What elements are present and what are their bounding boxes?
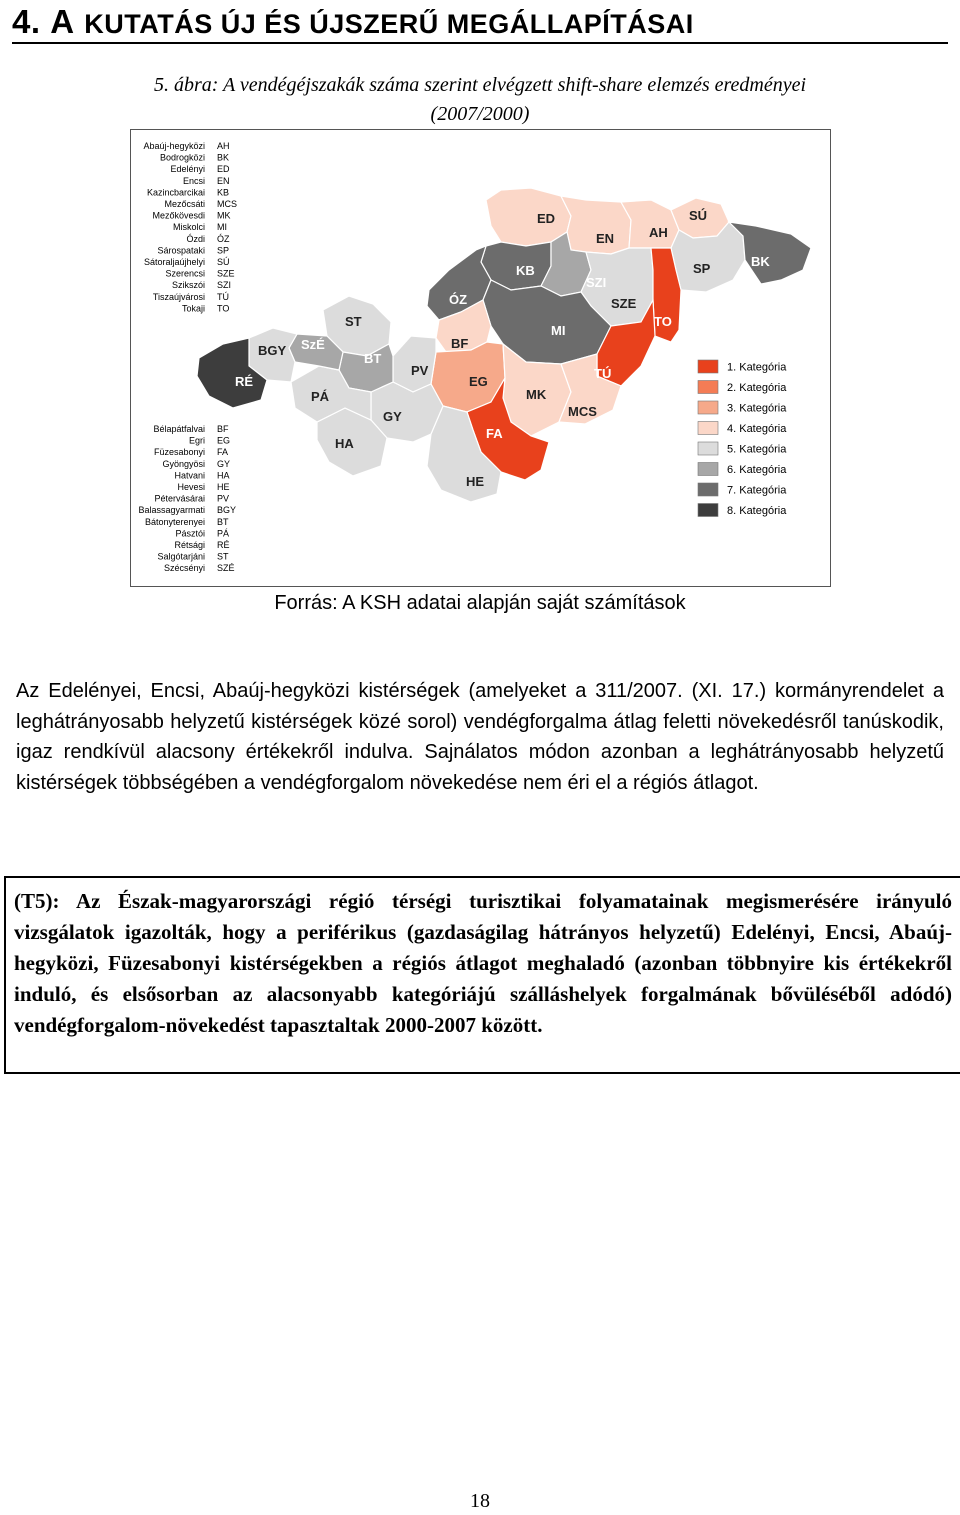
district-regions [197, 188, 811, 502]
legend-district-code: ST [217, 551, 229, 562]
legend-district-code: TO [217, 303, 230, 314]
region-label: GY [383, 409, 402, 424]
legend-district-name: Ózdi [186, 233, 205, 244]
legend-district-name: Mezőcsáti [164, 199, 205, 209]
category-label: 5. Kategória [727, 443, 787, 456]
region-label: AH [649, 225, 668, 240]
figure-caption-years: (2007/2000) [430, 103, 530, 125]
category-swatch [698, 483, 718, 496]
legend-district-name: Bodrogközi [159, 152, 205, 163]
page-number: 18 [470, 1490, 490, 1512]
legend-district-code: AH [217, 141, 230, 151]
legend-district-code: RÉ [217, 540, 230, 550]
legend-district-name: Tiszaújvárosi [152, 291, 205, 302]
region-label: SZE [611, 296, 637, 311]
region-label: SzÉ [301, 337, 325, 352]
legend-district-code: FA [217, 447, 229, 458]
legend-district-name: Gyöngyösi [162, 458, 205, 469]
region-label: FA [486, 426, 503, 441]
legend-district-code: SP [217, 245, 230, 256]
legend-district-name: Hevesi [177, 482, 205, 492]
region-label: HE [466, 474, 485, 489]
category-swatch [698, 422, 718, 435]
region-label: PÁ [311, 389, 330, 404]
legend-district-code: HA [217, 470, 230, 481]
region-label: TO [654, 314, 672, 329]
region-label: HA [335, 436, 354, 451]
legend-district-name: Szécsényi [163, 563, 205, 574]
legend-district-code: TÚ [217, 291, 229, 302]
legend-district-code: EN [217, 175, 230, 186]
region-label: ST [345, 314, 362, 329]
region-label: ED [537, 211, 556, 226]
legend-district-code: BF [217, 424, 229, 434]
map-canvas [131, 130, 830, 586]
region-label: MK [526, 387, 547, 402]
legend-district-code: KB [217, 187, 230, 198]
thesis-box [4, 876, 960, 1074]
legend-district-name: Rétsági [174, 540, 205, 550]
legend-district-name: Edelényi [170, 164, 205, 175]
legend-district-code: SÚ [217, 257, 230, 267]
legend-district-name: Füzesabonyi [153, 447, 205, 458]
category-label: 1. Kategória [727, 361, 787, 374]
region-label: BF [451, 336, 469, 351]
section-heading: 4. A KUTATÁS ÚJ ÉS ÚJSZERŰ MEGÁLLAPÍTÁSAI [12, 2, 948, 44]
region-label: PV [411, 363, 429, 378]
legend-district-name: Hatvani [174, 470, 205, 481]
category-label: 8. Kategória [727, 505, 787, 517]
region-label: TÚ [594, 366, 612, 381]
legend-district-code: PÁ [217, 528, 230, 539]
legend-district-name: Balassagyarmati [138, 505, 205, 516]
legend-district-name: Salgótarjáni [157, 551, 205, 562]
legend-district-code: GY [217, 458, 231, 469]
region-label: SZI [586, 275, 607, 290]
region-label: EG [469, 374, 488, 389]
category-label: 2. Kategória [727, 382, 787, 394]
legend-district-name: Sárospataki [157, 245, 205, 256]
legend-district-name: Pásztói [175, 528, 205, 539]
legend-district-code: MI [217, 222, 227, 233]
map-figure [130, 129, 831, 587]
region-label: MI [551, 323, 566, 338]
region-label: BK [751, 254, 770, 269]
legend-district-code: HE [217, 482, 230, 492]
legend-district-code: SZÉ [217, 563, 235, 574]
category-swatch [698, 381, 718, 394]
legend-district-name: Miskolci [172, 222, 205, 233]
legend-district-name: Szerencsi [165, 268, 205, 279]
region-label: EN [596, 231, 615, 246]
body-paragraph: Az Edelényei, Encsi, Abaúj-hegyközi kistérségek (amelyeket a 311/2007. (XI. 17.) kormányrendelet a leghátrányosabb helyzetű kistérségek közé sorol) vendégforgalma átlag feletti növekedésről tanúskodik, igaz rendkívül alacsony értékekről indulva. Sajnálatos módon azonban a leghátrányosabb helyzetű kistérségek többségében a vendégforgalom növekedése nem éri el a régiós átlagot. [16, 680, 944, 794]
legend-district-code: BK [217, 152, 230, 163]
district-legend-borsod [143, 141, 237, 313]
legend-district-code: SZE [217, 268, 235, 279]
category-swatch [698, 360, 718, 373]
region-label: MCS [568, 404, 597, 419]
legend-district-name: Encsi [182, 175, 205, 186]
category-swatch [698, 442, 718, 455]
legend-district-name: Pétervásárai [154, 493, 205, 504]
legend-district-code: SZI [217, 280, 232, 291]
legend-district-code: MK [217, 210, 231, 221]
category-swatch [698, 504, 718, 517]
legend-district-code: MCS [217, 199, 237, 209]
region-label: BGY [258, 343, 287, 358]
legend-district-code: BT [217, 516, 229, 527]
legend-district-name: Szikszói [171, 280, 205, 291]
district-legend-heves-nograd [138, 424, 236, 573]
legend-district-code: BGY [217, 505, 237, 516]
figure-source: Forrás: A KSH adatai alapján saját számítások [274, 592, 686, 614]
thesis-text: (T5): Az Észak-magyarországi régió térségi turisztikai folyamatainak megismerésére irányuló vizsgálatok igazolták, hogy a periférikus (gazdaságilag hátrányos helyzetű) Edelényi, Encsi, Abaúj-hegyközi, Füzesabonyi kistérségekben a régiós átlagot meghaladó (azonban többnyire kis értékekről induló, és elsősorban az alacsonyabb kategóriájú szálláshelyek forgalmának bővüléséből adódó) vendégforgalom-növekedést tapasztaltak 2000-2007 között. [14, 889, 952, 1037]
category-swatch [698, 401, 718, 414]
legend-district-code: EG [217, 435, 231, 446]
legend-district-name: Mezőkövesdi [152, 210, 205, 221]
legend-district-name: Egri [188, 435, 205, 446]
legend-district-name: Bátonyterenyei [144, 516, 205, 527]
region-label: BT [364, 351, 382, 366]
region-label: ÓZ [449, 292, 468, 307]
category-swatch [698, 463, 718, 476]
category-label: 4. Kategória [727, 423, 787, 435]
category-label: 7. Kategória [727, 484, 787, 497]
region-label: KB [516, 263, 535, 278]
legend-district-name: Kazincbarcikai [146, 187, 205, 198]
legend-district-name: Sátoraljaújhelyi [143, 257, 205, 267]
region-label: SP [693, 261, 711, 276]
category-label: 3. Kategória [727, 402, 787, 415]
category-label: 6. Kategória [727, 464, 787, 476]
legend-district-name: Bélapátfalvai [153, 424, 205, 434]
region-label: RÉ [235, 374, 254, 389]
region-label: SÚ [689, 208, 708, 223]
legend-district-code: PV [217, 493, 230, 504]
legend-district-code: ÓZ [217, 233, 230, 244]
legend-district-name: Abaúj-hegyközi [143, 141, 205, 151]
legend-district-name: Tokaji [181, 303, 205, 314]
figure-caption: 5. ábra: A vendégéjszakák száma szerint elvégzett shift-share elemzés eredményei [153, 74, 807, 96]
category-legend [698, 360, 787, 517]
legend-district-code: ED [217, 164, 230, 175]
